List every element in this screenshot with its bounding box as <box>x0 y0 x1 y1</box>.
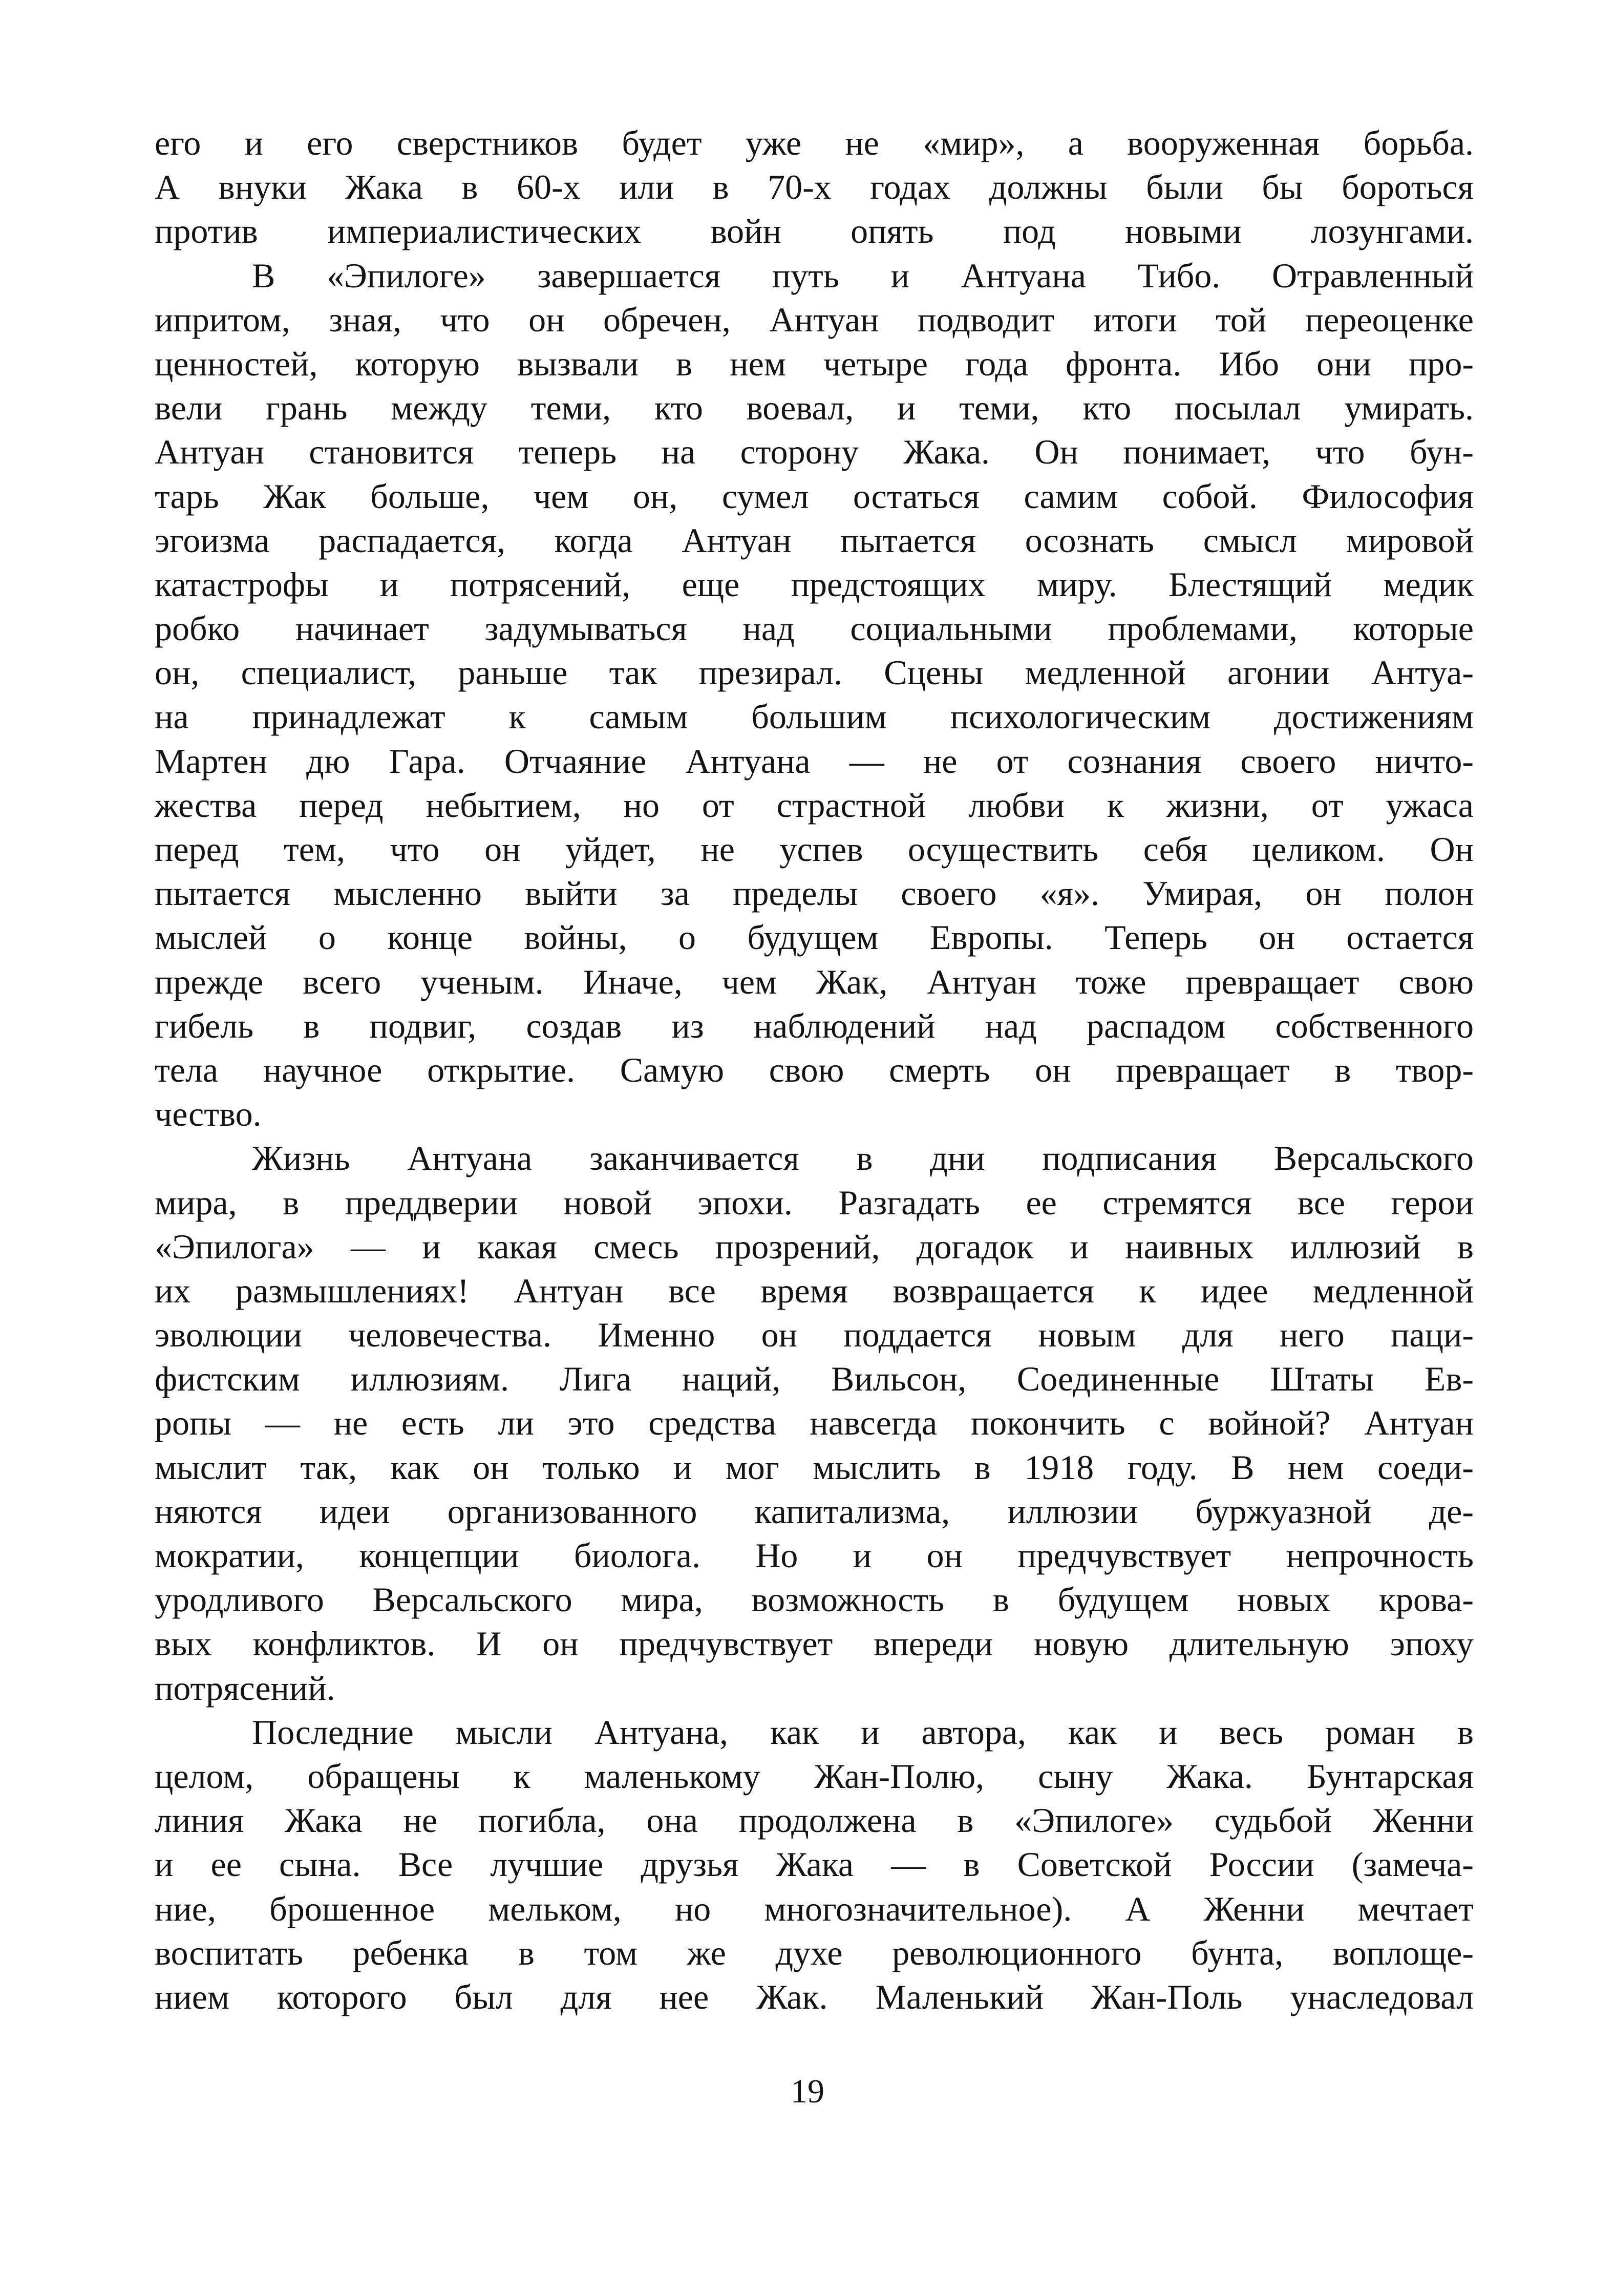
paragraph-first-line: Жизнь Антуана заканчивается в дни подписания Версальского <box>252 1139 1474 1178</box>
text-line: против империалистических войн опять под новыми лозунгами. <box>155 212 1474 251</box>
text-line: гибель в подвиг, создав из наблюдений над распадом собственного <box>155 1006 1474 1045</box>
text-line: вых конфликтов. И он предчувствует впереди новую длительную эпоху <box>155 1624 1474 1663</box>
text-line: ропы — не есть ли это средства навсегда покончить с войной? Антуан <box>155 1403 1474 1443</box>
text-line: их размышлениях! Антуан все время возвращается к идее медленной <box>155 1271 1474 1310</box>
text-line: эгоизма распадается, когда Антуан пытается осознать смысл мировой <box>155 520 1474 560</box>
text-line: мыслей о конце войны, о будущем Европы. Теперь он остается <box>155 918 1474 957</box>
text-line: мира, в преддверии новой эпохи. Разгадать ее стремятся все герои <box>155 1183 1474 1222</box>
paragraph-first-line: Последние мысли Антуана, как и автора, как и весь роман в <box>252 1712 1474 1752</box>
text-line: пытается мысленно выйти за пределы своего «я». Умирая, он полон <box>155 874 1474 913</box>
text-line: эволюции человечества. Именно он поддается новым для него паци- <box>155 1315 1474 1355</box>
text-line: ние, брошенное мельком, но многозначительное). А Женни мечтает <box>155 1889 1474 1928</box>
text-line: А внуки Жака в 60-х или в 70-х годах должны были бы бороться <box>155 167 1474 207</box>
text-line: няются идеи организованного капитализма, иллюзии буржуазной де- <box>155 1491 1474 1531</box>
text-line: он, специалист, раньше так презирал. Сцены медленной агонии Антуа- <box>155 653 1474 692</box>
text-line: воспитать ребенка в том же духе революционного бунта, воплоще- <box>155 1933 1474 1972</box>
text-line: уродливого Версальского мира, возможность в будущем новых крова- <box>155 1580 1474 1619</box>
text-line: тела научное открытие. Самую свою смерть он превращает в твор- <box>155 1050 1474 1089</box>
text-line: Антуан становится теперь на сторону Жака. Он понимает, что бун- <box>155 432 1474 472</box>
text-line: прежде всего ученым. Иначе, чем Жак, Антуан тоже превращает свою <box>155 962 1474 1001</box>
text-line: мыслит так, как он только и мог мыслить в 1918 году. В нем соеди- <box>155 1447 1474 1487</box>
text-line: катастрофы и потрясений, еще предстоящих миру. Блестящий медик <box>155 564 1474 604</box>
paragraph-first-line: В «Эпилоге» завершается путь и Антуана Тибо. Отравленный <box>252 256 1474 295</box>
page-number: 19 <box>791 2073 824 2110</box>
text-line: робко начинает задумываться над социальными проблемами, которые <box>155 609 1474 648</box>
text-line: на принадлежат к самым большим психологическим достижениям <box>155 697 1474 736</box>
text-line: мократии, концепции биолога. Но и он предчувствует непрочность <box>155 1536 1474 1575</box>
page-body-text <box>155 121 1474 2019</box>
text-line: перед тем, что он уйдет, не успев осуществить себя целиком. Он <box>155 830 1474 869</box>
text-line: тарь Жак больше, чем он, сумел остаться самим собой. Философия <box>155 476 1474 516</box>
text-line: ипритом, зная, что он обречен, Антуан подводит итоги той переоценке <box>155 300 1474 339</box>
paragraph-last-line: потрясений. <box>155 1668 335 1708</box>
text-line: фистским иллюзиям. Лига наций, Вильсон, Соединенные Штаты Ев- <box>155 1359 1474 1399</box>
text-line: ценностей, которую вызвали в нем четыре года фронта. Ибо они про- <box>155 344 1474 383</box>
text-line: вели грань между теми, кто воевал, и теми, кто посылал умирать. <box>155 388 1474 428</box>
text-line: жества перед небытием, но от страстной любви к жизни, от ужаса <box>155 785 1474 825</box>
text-line: Мартен дю Гара. Отчаяние Антуана — не от сознания своего ничто- <box>155 741 1474 781</box>
text-line: его и его сверстников будет уже не «мир», а вооруженная борьба. <box>155 123 1474 162</box>
text-line: целом, обращены к маленькому Жан-Полю, сыну Жака. Бунтарская <box>155 1756 1474 1796</box>
text-line: и ее сына. Все лучшие друзья Жака — в Советской России (замеча- <box>155 1845 1474 1884</box>
text-line: нием которого был для нее Жак. Маленький Жан-Поль унаследовал <box>155 1977 1474 2016</box>
text-line: линия Жака не погибла, она продолжена в «Эпилоге» судьбой Женни <box>155 1801 1474 1840</box>
paragraph-last-line: чество. <box>155 1094 262 1134</box>
text-line: «Эпилога» — и какая смесь прозрений, догадок и наивных иллюзий в <box>155 1227 1474 1266</box>
